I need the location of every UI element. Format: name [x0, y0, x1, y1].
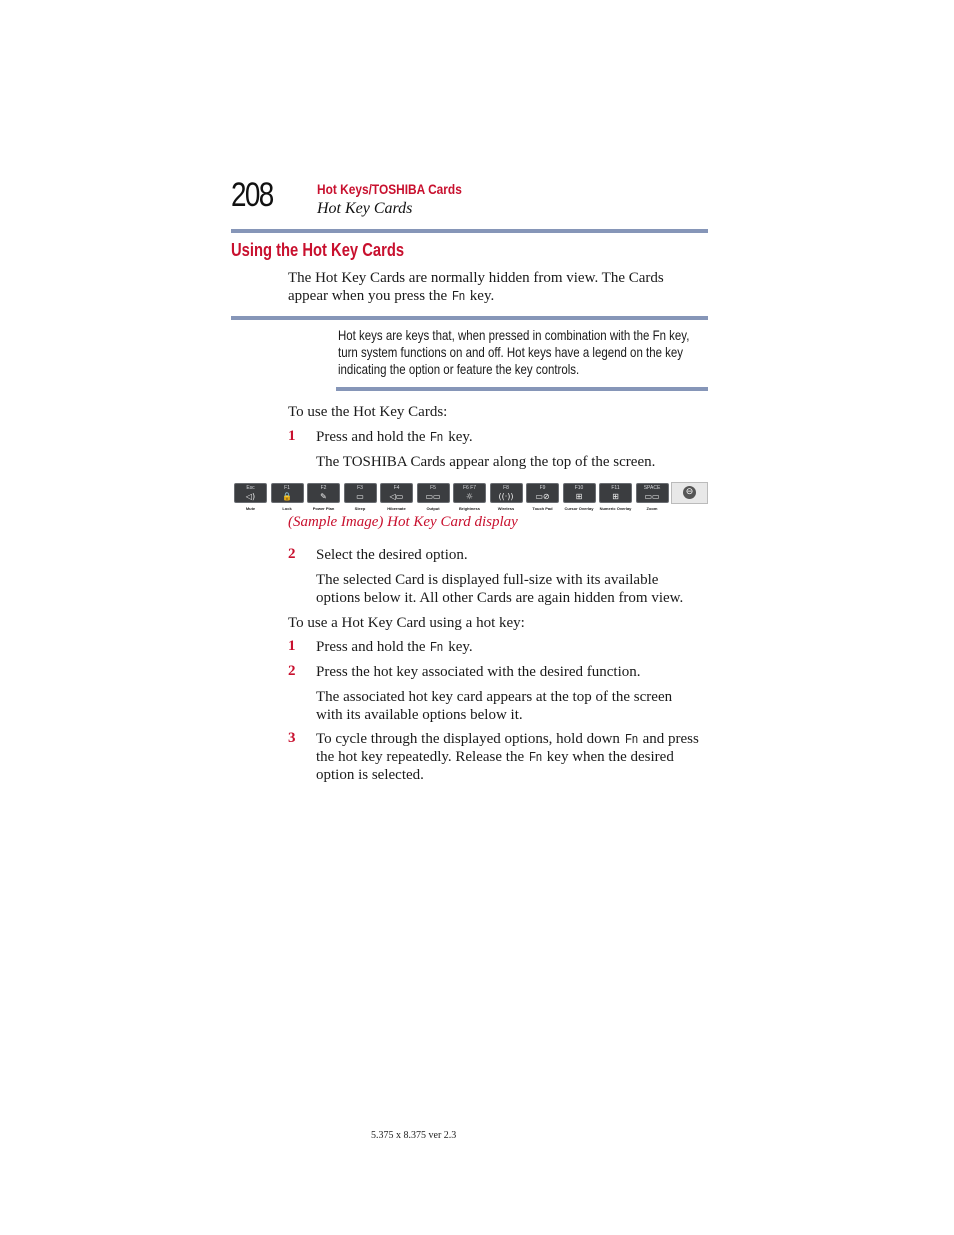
key-function-label: Brightness: [459, 506, 480, 511]
header-rule: [231, 229, 708, 233]
intro-paragraph: [288, 269, 708, 305]
step-result: [316, 571, 716, 607]
step-text-line: [316, 748, 716, 766]
step-result-line: with its available options below it.: [316, 707, 523, 723]
step-text-line: option is selected.: [316, 767, 424, 783]
note-text: Hot keys are keys that, when pressed in combination with the: [338, 327, 653, 343]
step-text-pre: Press and hold the: [316, 639, 430, 655]
key-function-icon: ⊞: [575, 492, 583, 501]
procedure-lead: To use the Hot Key Cards:: [288, 404, 448, 420]
procedure-lead: To use a Hot Key Card using a hot key:: [288, 615, 525, 631]
key-cap-label: F8: [503, 485, 509, 491]
note-line-1: [338, 327, 710, 344]
step-result-line: The selected Card is displayed full-size with its available: [316, 572, 659, 588]
step-number: 3: [288, 730, 296, 746]
hot-key-card: [453, 483, 486, 503]
note-top-rule: [231, 316, 708, 320]
step-number: 2: [288, 663, 296, 679]
step-result-line: options below it. All other Cards are again hidden from view.: [316, 590, 684, 606]
fn-key-label: Fn: [430, 429, 444, 444]
fn-key-label: Fn: [652, 327, 666, 343]
note-text-end: key,: [665, 327, 690, 343]
hot-key-card: [599, 483, 632, 503]
step-text: [316, 638, 473, 656]
key-cap-label: F9: [539, 485, 546, 491]
key-function-label: Touch Pad: [532, 506, 553, 511]
step-number: 1: [288, 638, 296, 654]
hot-key-card: [344, 483, 377, 503]
key-cap-label: F1: [284, 485, 290, 491]
chapter-title: Hot Keys/TOSHIBA Cards: [317, 181, 462, 197]
hot-key-card: [234, 483, 267, 503]
intro-text: appear when you press the: [288, 288, 451, 304]
key-cap-label: SPACE: [643, 485, 661, 491]
step-text: Press the hot key associated with the desired function.: [316, 664, 641, 680]
key-function-label: Sleep: [354, 506, 366, 511]
key-function-icon: ✎: [320, 492, 327, 501]
key-function-label: Numeric Overlay: [599, 506, 632, 511]
fn-key-label: Fn: [528, 749, 542, 764]
step-text-line: [316, 730, 716, 748]
key-function-label: Cursor Overlay: [564, 506, 594, 511]
hot-key-card: [271, 483, 304, 503]
section-title: Hot Key Cards: [317, 200, 413, 217]
key-cap-label: F2: [320, 485, 327, 491]
key-cap-label: F4: [393, 485, 400, 491]
note-bottom-rule: [336, 387, 708, 391]
key-function-icon: ⊞: [612, 492, 619, 501]
hot-key-card: [307, 483, 340, 503]
figure-caption: (Sample Image) Hot Key Card display: [288, 514, 518, 530]
section-heading: Using the Hot Key Cards: [231, 240, 405, 260]
hot-key-card: [380, 483, 413, 503]
step-number: 1: [288, 428, 296, 444]
key-function-label: Output: [426, 506, 440, 511]
step-text-post: key when the desired: [543, 749, 674, 765]
key-cap-label: F10: [574, 485, 584, 491]
step-text-pre: Press and hold the: [316, 429, 430, 445]
step-result-line: The associated hot key card appears at the top of the screen: [316, 689, 673, 705]
note-box: [338, 327, 690, 378]
step-text: Select the desired option.: [316, 547, 468, 563]
hot-key-card-strip: [231, 481, 708, 511]
key-function-icon: ◁▭: [389, 492, 404, 501]
key-cap-label: F6 F7: [462, 485, 477, 491]
step-text-pre: To cycle through the displayed options, hold down: [316, 731, 624, 747]
note-line-3: indicating the option or feature the key controls.: [338, 361, 580, 377]
key-function-label: Lock: [282, 506, 292, 511]
key-cap-label: F11: [611, 485, 620, 491]
step-text-pre: the hot key repeatedly. Release the: [316, 749, 528, 765]
key-function-icon: ▭▭: [644, 492, 660, 501]
page-number: 208: [231, 176, 273, 214]
intro-text-end: key.: [466, 288, 495, 304]
key-function-label: Zoom: [646, 506, 658, 511]
fn-key-label: Fn: [430, 639, 444, 654]
key-function-label: Wireless: [497, 506, 515, 511]
page-footer: 5.375 x 8.375 ver 2.3: [371, 1130, 457, 1141]
key-function-label: Power Plan: [312, 506, 335, 511]
key-function-icon: ((·)): [498, 492, 514, 501]
intro-line-2: [288, 287, 708, 305]
hot-key-card: [490, 483, 523, 503]
step-text: [316, 730, 716, 784]
settings-icon: ⊖: [683, 486, 696, 499]
step-result: [316, 688, 716, 724]
intro-line-1: The Hot Key Cards are normally hidden from view. The Cards: [288, 270, 664, 286]
hot-key-card: [636, 483, 669, 503]
fn-key-label: Fn: [452, 288, 465, 303]
step-text-post: key.: [444, 429, 473, 445]
step-number: 2: [288, 546, 296, 562]
strip-end-panel: [671, 482, 708, 504]
hot-key-card: [526, 483, 559, 503]
key-cap-label: F5: [430, 485, 436, 491]
step-result: The TOSHIBA Cards appear along the top of the screen.: [316, 454, 656, 470]
hot-key-card: [417, 483, 450, 503]
key-function-label: Mute: [245, 506, 256, 511]
step-text-post: and press: [638, 731, 699, 747]
key-function-icon: 🔒: [282, 492, 292, 501]
key-cap-label: Esc: [246, 485, 255, 491]
key-function-icon: ▭⊘: [535, 492, 550, 501]
step-text: [316, 428, 473, 446]
key-function-icon: ◁): [245, 492, 256, 501]
step-text-post: key.: [444, 639, 473, 655]
key-function-icon: ☼: [465, 492, 474, 501]
key-function-icon: ▭: [356, 492, 364, 501]
key-function-label: Hibernate: [387, 506, 406, 511]
key-cap-label: F3: [357, 485, 363, 491]
hot-key-card: [563, 483, 596, 503]
fn-key-label: Fn: [624, 731, 638, 746]
note-line-2: turn system functions on and off. Hot keys have a legend on the key: [338, 344, 684, 360]
key-function-icon: ▭▭: [425, 492, 441, 501]
